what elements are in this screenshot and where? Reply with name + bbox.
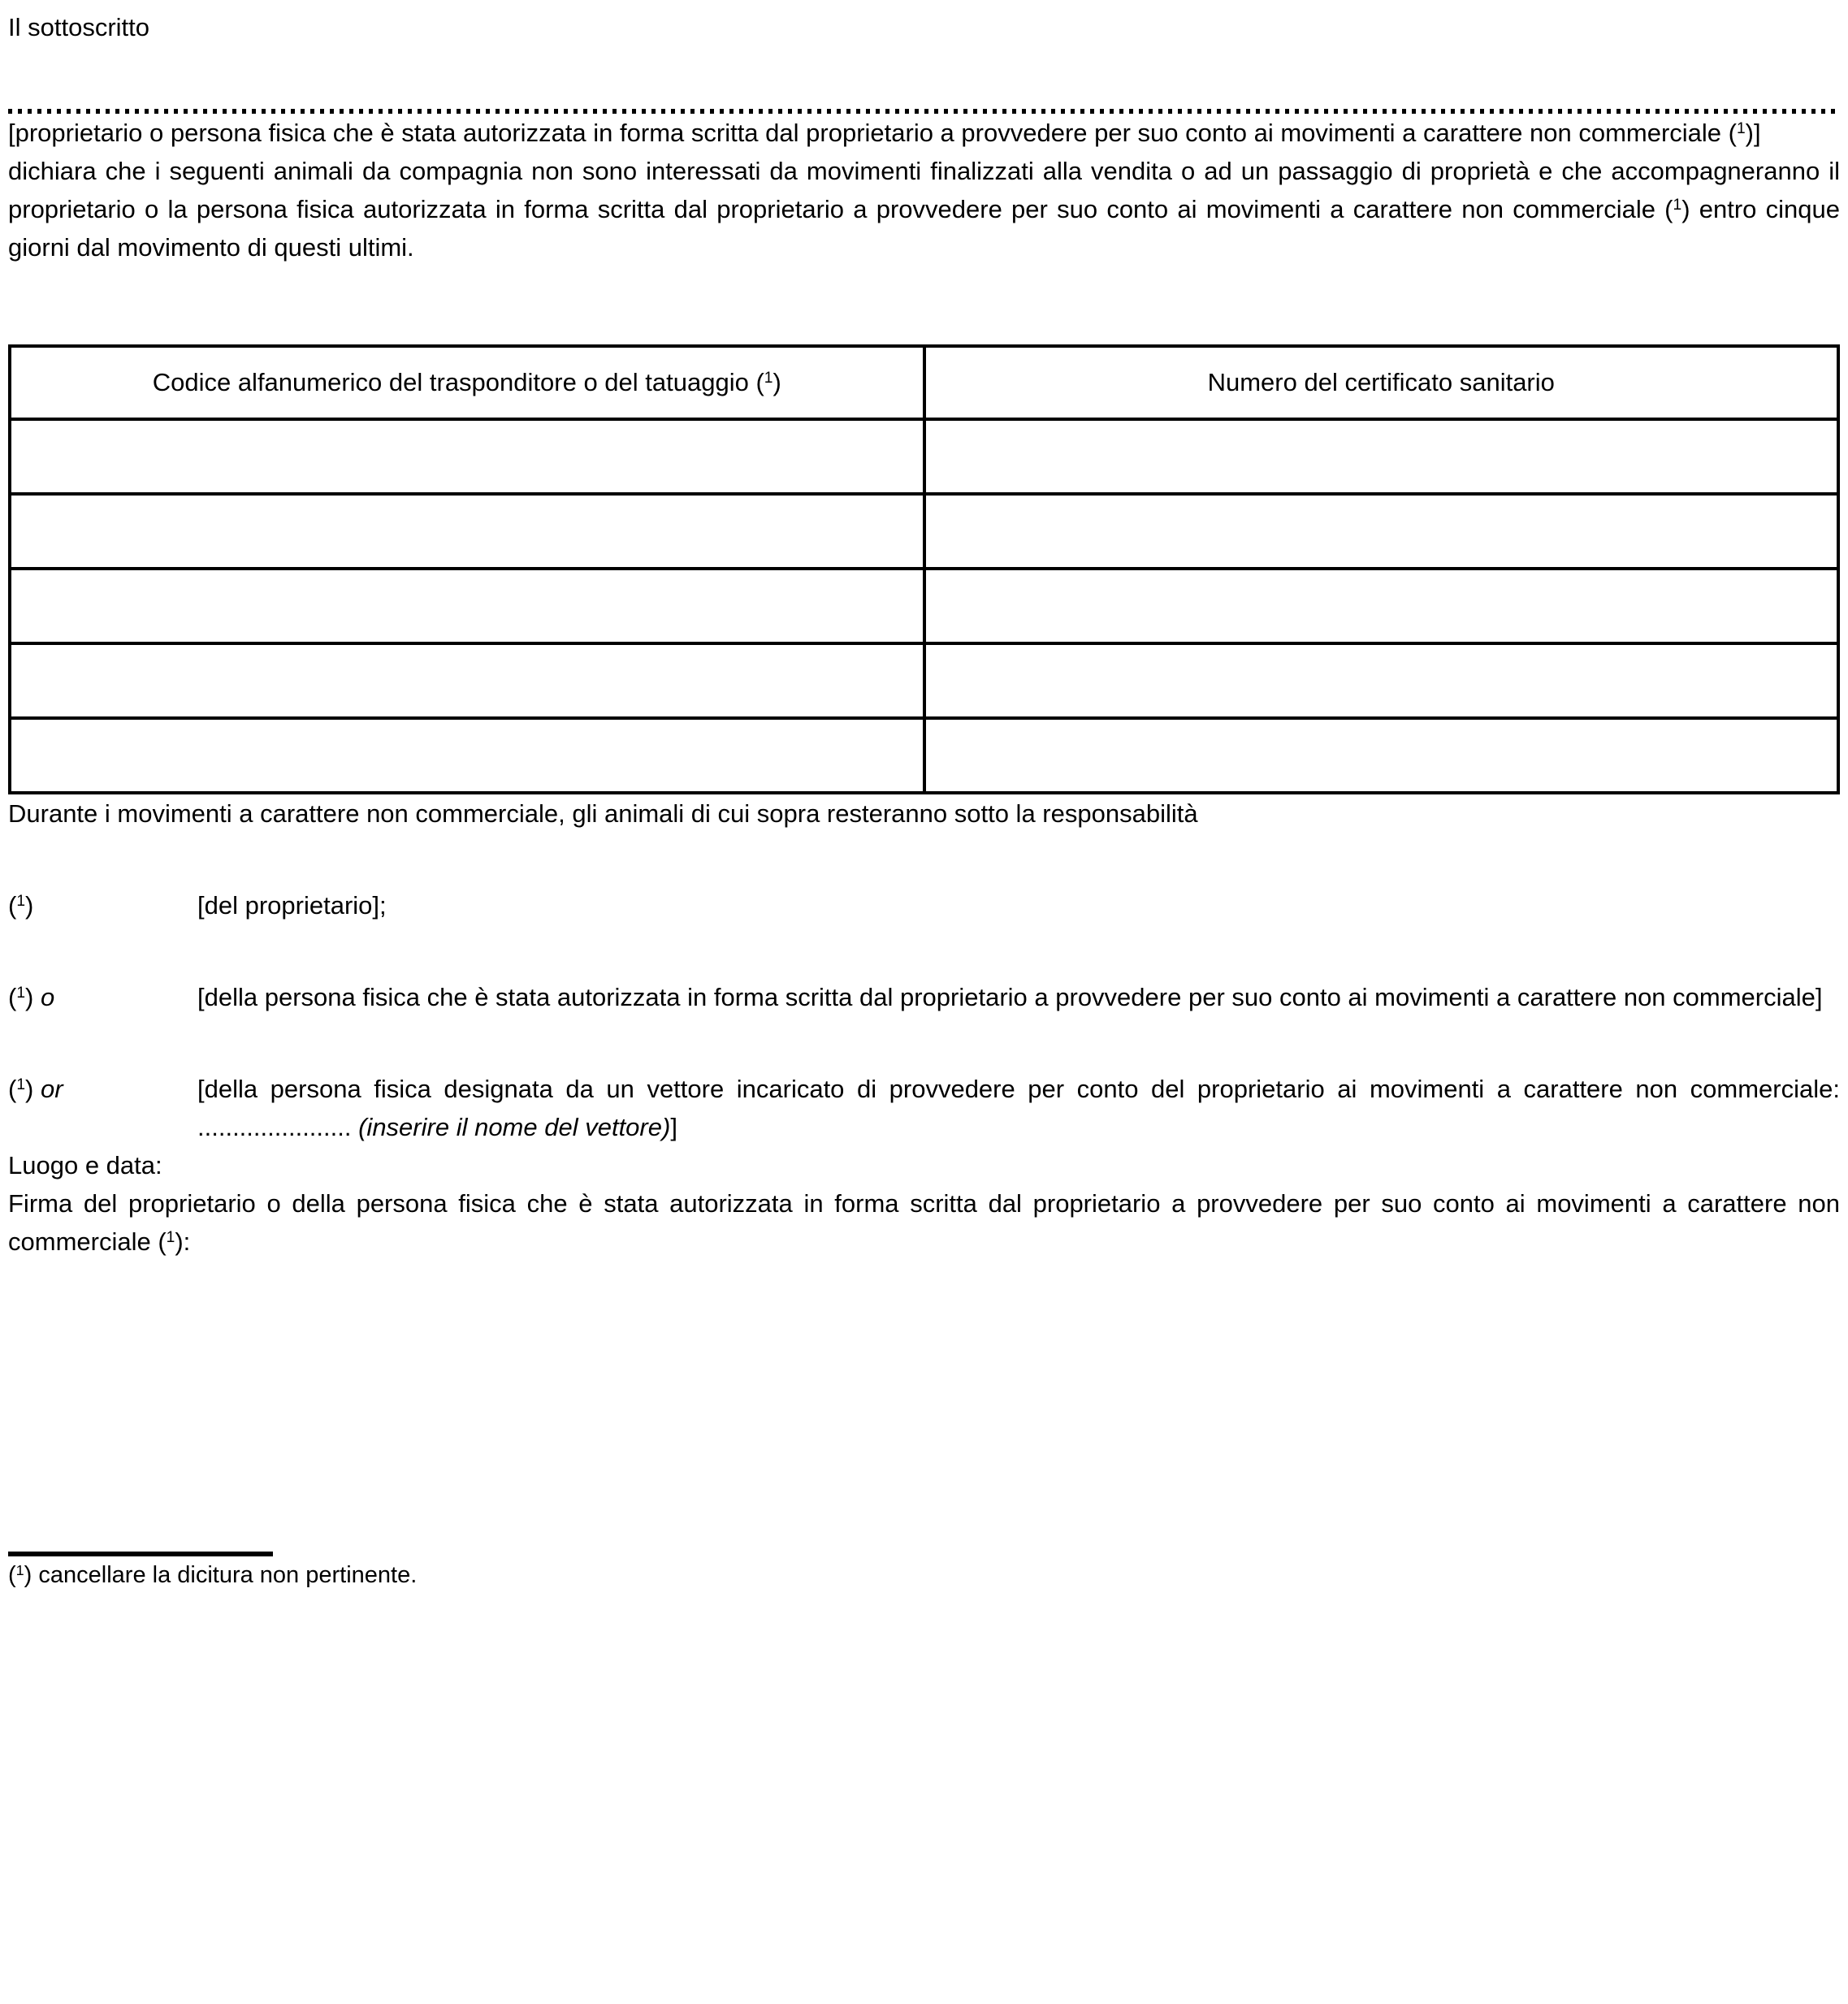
animals-table — [8, 344, 1840, 794]
option-authorized-person-text: [della persona fisica che è stata autorizzata in forma scritta dal proprietario a provvedere per suo conto ai movimenti a carattere non commerciale] — [197, 983, 1823, 1011]
table-row — [10, 494, 1838, 569]
option-carrier-person — [8, 1070, 1840, 1146]
table-cell-empty — [10, 494, 924, 569]
table-row — [10, 718, 1838, 793]
table-row — [10, 419, 1838, 494]
certificate-number-header: Numero del certificato sanitario — [924, 346, 1839, 419]
option-carrier-person-text: [della persona fisica designata da un vettore incaricato di provvedere per conto del proprietario ai movimenti a carattere non commerciale: ...................... (inserire il nome del vettore)] — [197, 1075, 1840, 1141]
signature-label: Firma del proprietario o della persona fisica che è stata autorizzata in forma scritta dal proprietario a provvedere per suo conto ai movimenti a carattere non commerciale ($^1$): — [8, 1189, 1840, 1256]
table-cell-empty — [924, 569, 1839, 643]
authorized-person-clause: [proprietario o persona fisica che è stata autorizzata in forma scritta dal proprietario a provvedere per suo conto ai movimenti a carattere non commerciale ($^1$)] — [8, 119, 1761, 147]
table-row — [10, 569, 1838, 643]
table-header-row — [10, 346, 1838, 419]
table-row — [10, 643, 1838, 718]
table-cell-empty — [924, 494, 1839, 569]
option-authorized-person — [8, 978, 1840, 1016]
responsibility-intro: Durante i movimenti a carattere non commerciale, gli animali di cui sopra resteranno sotto la responsabilità — [8, 799, 1198, 828]
table-cell-empty — [10, 718, 924, 793]
table-cell-empty — [924, 718, 1839, 793]
table-cell-empty — [924, 419, 1839, 494]
table-cell-empty — [10, 569, 924, 643]
table-cell-empty — [10, 643, 924, 718]
place-date-label: Luogo e data: — [8, 1151, 162, 1179]
footnote-ref-marker: ($^1$) or — [8, 1075, 63, 1103]
option-owner-text: [del proprietario]; — [197, 891, 387, 920]
footnote-ref-marker: ($^1$) o — [8, 983, 55, 1011]
footnote-ref-marker: ($^1$) — [8, 891, 34, 920]
option-owner — [8, 886, 1840, 924]
table-cell-empty — [10, 419, 924, 494]
table-cell-empty — [924, 643, 1839, 718]
transponder-code-header: Codice alfanumerico del trasponditore o del tatuaggio ($^1$) — [10, 346, 924, 419]
subscriber-intro: Il sottoscritto — [8, 13, 149, 41]
table-body — [10, 419, 1838, 793]
footnote-text: ($^1$) cancellare la dicitura non pertinente. — [8, 1562, 418, 1588]
declaration-paragraph: dichiara che i seguenti animali da compagnia non sono interessati da movimenti finalizzati alla vendita o ad un passaggio di proprietà e che accompagneranno il proprietario o la persona fisica autorizzata in forma scritta dal proprietario a provvedere per suo conto ai movimenti a carattere non commerciale ($^1$) entro cinque giorni dal movimento di questi ultimi. — [8, 157, 1841, 262]
